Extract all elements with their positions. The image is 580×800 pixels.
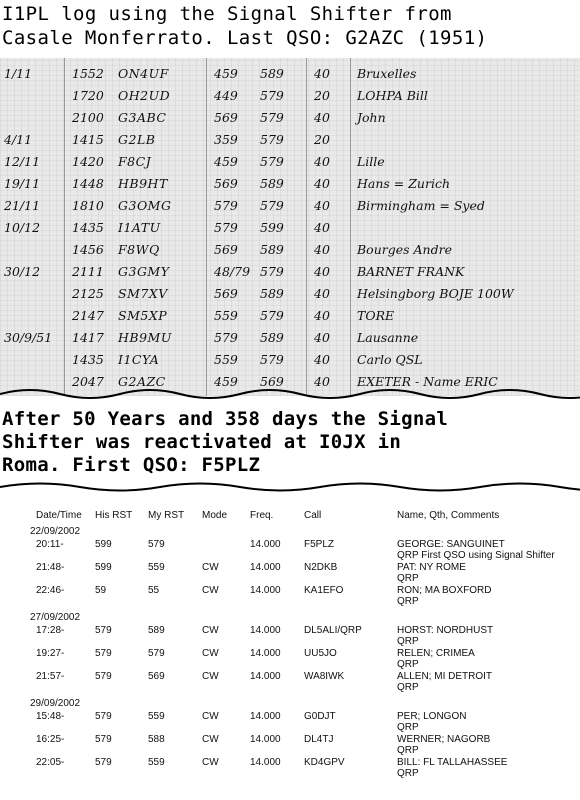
- log-band: 20: [314, 132, 330, 147]
- entry-time: 15:48-: [36, 711, 65, 722]
- entry-time: 21:48-: [36, 562, 65, 573]
- log-my-rst: 579: [260, 352, 284, 367]
- log-time: 1810: [72, 198, 104, 213]
- entry-freq: 14.000: [250, 625, 281, 636]
- log-callsign: G3OMG: [118, 198, 172, 213]
- entry-callsign: KA1EFO: [304, 585, 344, 596]
- log-date: 1/11: [4, 66, 33, 81]
- handwritten-log-scan: [0, 58, 580, 396]
- entry-time: 17:28-: [36, 625, 65, 636]
- entry-callsign: UU5JO: [304, 648, 337, 659]
- entry-callsign: G0DJT: [304, 711, 336, 722]
- log-notes: Birmingham = Syed: [357, 198, 485, 213]
- log-band: 40: [314, 308, 330, 323]
- table-row-continuation: [0, 573, 580, 585]
- entry-mode: CW: [202, 711, 219, 722]
- typed-log-table: [0, 504, 580, 800]
- log-my-rst: 579: [260, 88, 284, 103]
- entry-mode: CW: [202, 671, 219, 682]
- log-row: [0, 284, 580, 304]
- log-date: 12/11: [4, 154, 41, 169]
- log-notes: Carlo QSL: [357, 352, 423, 367]
- table-row-continuation: [0, 768, 580, 780]
- entry-time: 22:46-: [36, 585, 65, 596]
- log-row: [0, 218, 580, 238]
- log-callsign: OH2UD: [118, 88, 171, 103]
- log-his-rst: 579: [214, 220, 238, 235]
- entry-freq: 14.000: [250, 648, 281, 659]
- log-row: [0, 130, 580, 150]
- log-time: 1448: [72, 176, 104, 191]
- log-notes: Helsingborg BOJE 100W: [357, 286, 514, 301]
- log-row: [0, 108, 580, 128]
- log-callsign: F8CJ: [118, 154, 152, 169]
- entry-comment-2: QRP: [397, 573, 419, 584]
- log-my-rst: 579: [260, 308, 284, 323]
- log-callsign: I1CYA: [118, 352, 160, 367]
- log-band: 40: [314, 110, 330, 125]
- table-row-continuation: [0, 682, 580, 694]
- log-band: 40: [314, 198, 330, 213]
- entry-freq: 14.000: [250, 757, 281, 768]
- entry-his-rst: 59: [95, 585, 107, 596]
- log-time: 1435: [72, 352, 104, 367]
- log-callsign: G2LB: [118, 132, 156, 147]
- headline: [2, 2, 578, 50]
- log-his-rst: 359: [214, 132, 238, 147]
- log-my-rst: 589: [260, 176, 284, 191]
- entry-mode: CW: [202, 757, 219, 768]
- entry-comment: BILL: FL TALLAHASSEE: [397, 757, 508, 768]
- log-his-rst: 569: [214, 286, 238, 301]
- entry-my-rst: 579: [148, 539, 165, 550]
- entry-my-rst: 589: [148, 625, 165, 636]
- entry-comment: WERNER; NAGORB: [397, 734, 491, 745]
- log-row: [0, 152, 580, 172]
- log-callsign: SM5XP: [118, 308, 168, 323]
- log-callsign: F8WQ: [118, 242, 160, 257]
- entry-his-rst: 579: [95, 711, 112, 722]
- entry-comment-2: QRP: [397, 659, 419, 670]
- header-comments: Name, Qth, Comments: [397, 510, 500, 521]
- entry-his-rst: 579: [95, 648, 112, 659]
- table-row-continuation: [0, 745, 580, 757]
- entry-freq: 14.000: [250, 671, 281, 682]
- header-my-rst: My RST: [148, 510, 185, 521]
- log-date: 4/11: [4, 132, 33, 147]
- log-row: [0, 350, 580, 370]
- entry-callsign: DL4TJ: [304, 734, 334, 745]
- entry-callsign: KD4GPV: [304, 757, 345, 768]
- log-band: 40: [314, 176, 330, 191]
- header-datetime: Date/Time: [36, 510, 82, 521]
- entry-time: 20:11-: [36, 539, 64, 550]
- log-notes: Lille: [357, 154, 385, 169]
- entry-his-rst: 599: [95, 562, 112, 573]
- entry-freq: 14.000: [250, 539, 281, 550]
- log-row: [0, 196, 580, 216]
- entry-mode: CW: [202, 625, 219, 636]
- log-notes: Hans = Zurich: [357, 176, 450, 191]
- log-time: 1720: [72, 88, 104, 103]
- log-my-rst: 589: [260, 242, 284, 257]
- group-date: 29/09/2002: [30, 698, 81, 709]
- entry-freq: 14.000: [250, 711, 281, 722]
- entry-my-rst: 559: [148, 757, 165, 768]
- entry-time: 22:05-: [36, 757, 65, 768]
- entry-freq: 14.000: [250, 585, 281, 596]
- log-time: 1435: [72, 220, 104, 235]
- log-his-rst: 569: [214, 242, 238, 257]
- date-group-row: [0, 526, 580, 538]
- log-his-rst: 459: [214, 374, 238, 389]
- subheadline-line-2: Shifter was reactivated at I0JX in: [2, 431, 402, 453]
- log-his-rst: 559: [214, 308, 238, 323]
- log-notes: Bourges Andre: [357, 242, 452, 257]
- entry-comment-2: QRP: [397, 682, 419, 693]
- entry-time: 19:27-: [36, 648, 65, 659]
- log-his-rst: 459: [214, 66, 238, 81]
- log-date: 19/11: [4, 176, 41, 191]
- table-row-continuation: [0, 550, 580, 562]
- entry-my-rst: 559: [148, 562, 165, 573]
- entry-comment-2: QRP First QSO using Signal Shifter: [397, 550, 555, 561]
- log-row: [0, 86, 580, 106]
- header-call: Call: [304, 510, 322, 521]
- log-his-rst: 449: [214, 88, 238, 103]
- log-time: 2047: [72, 374, 104, 389]
- entry-freq: 14.000: [250, 734, 281, 745]
- log-band: 40: [314, 330, 330, 345]
- log-his-rst: 48/79: [214, 264, 251, 279]
- entry-mode: CW: [202, 562, 219, 573]
- log-callsign: HB9HT: [118, 176, 168, 191]
- log-notes: Lausanne: [357, 330, 419, 345]
- log-my-rst: 579: [260, 110, 284, 125]
- entry-my-rst: 569: [148, 671, 165, 682]
- log-band: 40: [314, 286, 330, 301]
- log-notes: LOHPA Bill: [357, 88, 428, 103]
- log-callsign: SM7XV: [118, 286, 168, 301]
- log-callsign: I1ATU: [118, 220, 161, 235]
- table-row-continuation: [0, 636, 580, 648]
- log-notes: TORE: [357, 308, 395, 323]
- log-his-rst: 569: [214, 176, 238, 191]
- log-band: 40: [314, 374, 330, 389]
- headline-line-1: I1PL log using the Signal Shifter from: [2, 3, 452, 25]
- entry-time: 16:25-: [36, 734, 65, 745]
- entry-comment-2: QRP: [397, 768, 419, 779]
- log-band: 40: [314, 264, 330, 279]
- entry-callsign: N2DKB: [304, 562, 338, 573]
- log-notes: EXETER - Name ERIC: [357, 374, 498, 389]
- entry-comment-2: QRP: [397, 596, 419, 607]
- log-my-rst: 579: [260, 154, 284, 169]
- entry-callsign: DL5ALI/QRP: [304, 625, 362, 636]
- header-freq: Freq.: [250, 510, 274, 521]
- log-row: [0, 262, 580, 282]
- entry-mode: CW: [202, 585, 219, 596]
- headline-line-2: Casale Monferrato. Last QSO: G2AZC (1951): [2, 27, 488, 49]
- log-my-rst: 579: [260, 198, 284, 213]
- entry-comment-2: QRP: [397, 722, 419, 733]
- entry-his-rst: 579: [95, 757, 112, 768]
- log-row: [0, 306, 580, 326]
- log-his-rst: 579: [214, 198, 238, 213]
- entry-comment: PER; LONGON: [397, 711, 467, 722]
- log-band: 40: [314, 66, 330, 81]
- entry-his-rst: 579: [95, 734, 112, 745]
- torn-edge-divider: [0, 386, 580, 402]
- log-row: [0, 328, 580, 348]
- entry-his-rst: 599: [95, 539, 112, 550]
- log-band: 40: [314, 242, 330, 257]
- table-row-continuation: [0, 596, 580, 608]
- entry-comment: PAT: NY ROME: [397, 562, 466, 573]
- group-date: 27/09/2002: [30, 612, 81, 623]
- table-row-continuation: [0, 722, 580, 734]
- log-time: 1415: [72, 132, 104, 147]
- entry-callsign: WA8IWK: [304, 671, 345, 682]
- log-date: 10/12: [4, 220, 41, 235]
- log-row: [0, 64, 580, 84]
- log-time: 1417: [72, 330, 104, 345]
- log-callsign: G3GMY: [118, 264, 170, 279]
- header-mode: Mode: [202, 510, 228, 521]
- entry-freq: 14.000: [250, 562, 281, 573]
- log-date: 21/11: [4, 198, 41, 213]
- entry-his-rst: 579: [95, 625, 112, 636]
- table-row-continuation: [0, 659, 580, 671]
- date-group-row: [0, 612, 580, 624]
- log-my-rst: 589: [260, 286, 284, 301]
- log-notes: BARNET FRANK: [357, 264, 465, 279]
- log-callsign: ON4UF: [118, 66, 169, 81]
- log-date: 30/9/51: [4, 330, 53, 345]
- log-my-rst: 579: [260, 264, 284, 279]
- entry-his-rst: 579: [95, 671, 112, 682]
- entry-comment: GEORGE: SANGUINET: [397, 539, 505, 550]
- entry-comment: RON; MA BOXFORD: [397, 585, 492, 596]
- entry-comment-2: QRP: [397, 636, 419, 647]
- entry-mode: CW: [202, 648, 219, 659]
- log-row: [0, 240, 580, 260]
- group-date: 22/09/2002: [30, 526, 81, 537]
- header-his-rst: His RST: [95, 510, 133, 521]
- entry-comment: RELEN; CRIMEA: [397, 648, 475, 659]
- log-band: 20: [314, 88, 330, 103]
- log-time: 2125: [72, 286, 104, 301]
- log-time: 2111: [72, 264, 104, 279]
- log-time: 1420: [72, 154, 104, 169]
- log-his-rst: 559: [214, 352, 238, 367]
- log-date: 30/12: [4, 264, 41, 279]
- log-my-rst: 599: [260, 220, 284, 235]
- entry-callsign: F5PLZ: [304, 539, 335, 550]
- entry-comment-2: QRP: [397, 745, 419, 756]
- log-my-rst: 589: [260, 66, 284, 81]
- subheadline: [2, 408, 578, 477]
- log-notes: Bruxelles: [357, 66, 417, 81]
- entry-mode: CW: [202, 734, 219, 745]
- log-band: 40: [314, 154, 330, 169]
- entry-my-rst: 55: [148, 585, 160, 596]
- log-his-rst: 579: [214, 330, 238, 345]
- log-notes: John: [357, 110, 386, 125]
- log-callsign: G2AZC: [118, 374, 166, 389]
- subheadline-line-1: After 50 Years and 358 days the Signal: [2, 408, 449, 430]
- log-callsign: G3ABC: [118, 110, 167, 125]
- entry-my-rst: 579: [148, 648, 165, 659]
- log-callsign: HB9MU: [118, 330, 172, 345]
- entry-my-rst: 559: [148, 711, 165, 722]
- log-band: 40: [314, 220, 330, 235]
- log-his-rst: 569: [214, 110, 238, 125]
- log-his-rst: 459: [214, 154, 238, 169]
- log-row: [0, 174, 580, 194]
- entry-comment: HORST: NORDHUST: [397, 625, 494, 636]
- log-time: 2100: [72, 110, 104, 125]
- log-my-rst: 589: [260, 330, 284, 345]
- log-band: 40: [314, 352, 330, 367]
- log-my-rst: 579: [260, 132, 284, 147]
- torn-edge-divider: [0, 480, 580, 494]
- log-time: 2147: [72, 308, 104, 323]
- subheadline-line-3: Roma. First QSO: F5PLZ: [2, 454, 261, 476]
- log-my-rst: 569: [260, 374, 284, 389]
- log-time: 1552: [72, 66, 104, 81]
- date-group-row: [0, 698, 580, 710]
- entry-my-rst: 588: [148, 734, 165, 745]
- entry-comment: ALLEN; MI DETROIT: [397, 671, 493, 682]
- entry-time: 21:57-: [36, 671, 65, 682]
- log-time: 1456: [72, 242, 104, 257]
